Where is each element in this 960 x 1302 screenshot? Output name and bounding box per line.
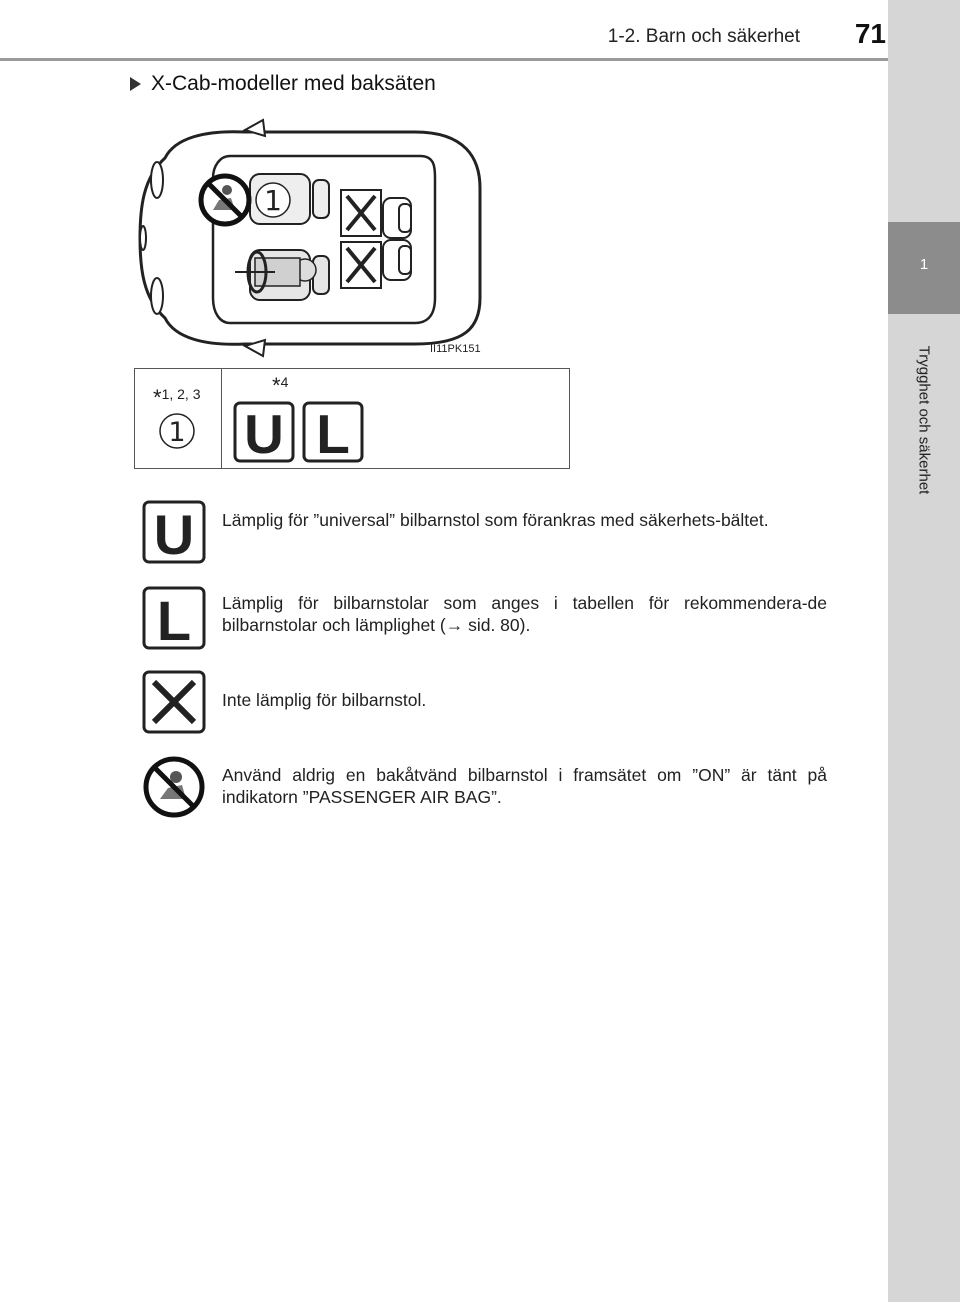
header-rule xyxy=(0,58,888,61)
asterisk-icon: * xyxy=(153,385,162,410)
note-cell-1 xyxy=(153,385,200,411)
legend-symbol-x-icon xyxy=(142,670,206,734)
section-heading-text: X-Cab-modeller med baksäten xyxy=(151,72,436,95)
legend-symbol-u-letter: U xyxy=(153,503,195,564)
legend-symbol-u xyxy=(142,500,206,564)
legend-text-not-suitable: Inte lämplig för bilbarnstol. xyxy=(222,690,427,710)
table-divider xyxy=(221,369,222,468)
note-cell-2 xyxy=(272,373,288,399)
seat-suitability-table xyxy=(134,368,570,469)
header-section-title: 1-2. Barn och säkerhet xyxy=(607,26,800,47)
figure-id: II11PK151 xyxy=(430,343,481,355)
car-seat-diagram xyxy=(135,118,495,358)
section-heading xyxy=(130,72,436,96)
legend-text-airbag-warning: Använd aldrig en bakåtvänd bilbarnstol i framsätet om ”ON” är tänt på indikatorn ”PASSENGER AIR BAG”. xyxy=(222,765,827,807)
chapter-title: Trygghet och säkerhet xyxy=(915,345,933,495)
legend-text-universal: Lämplig för ”universal” bilbarnstol som förankras med säkerhets-bältet. xyxy=(222,510,769,530)
symbol-u: U xyxy=(244,403,284,463)
seat-position-number: 1 xyxy=(264,184,282,217)
symbol-l: L xyxy=(316,403,350,463)
note-text: 4 xyxy=(280,374,289,390)
legend-text-recommended: Lämplig för bilbarnstolar som anges i tabellen för rekommendera-de bilbarnstolar och lämplighet (→ sid. 80). xyxy=(222,593,827,635)
symbol-pair xyxy=(233,401,368,463)
triangle-bullet-icon xyxy=(130,77,141,91)
asterisk-icon: * xyxy=(272,373,281,398)
chapter-number: 1 xyxy=(919,256,929,273)
seat-number-circle xyxy=(157,411,197,451)
seat-position-label: 1 xyxy=(168,417,186,448)
no-rear-facing-seat-icon xyxy=(142,755,206,819)
page-number: 71 xyxy=(854,18,886,49)
legend-symbol-l-letter: L xyxy=(156,589,192,650)
note-text: 1, 2, 3 xyxy=(161,386,201,402)
side-tab xyxy=(888,0,960,1302)
legend-symbol-l xyxy=(142,586,206,650)
